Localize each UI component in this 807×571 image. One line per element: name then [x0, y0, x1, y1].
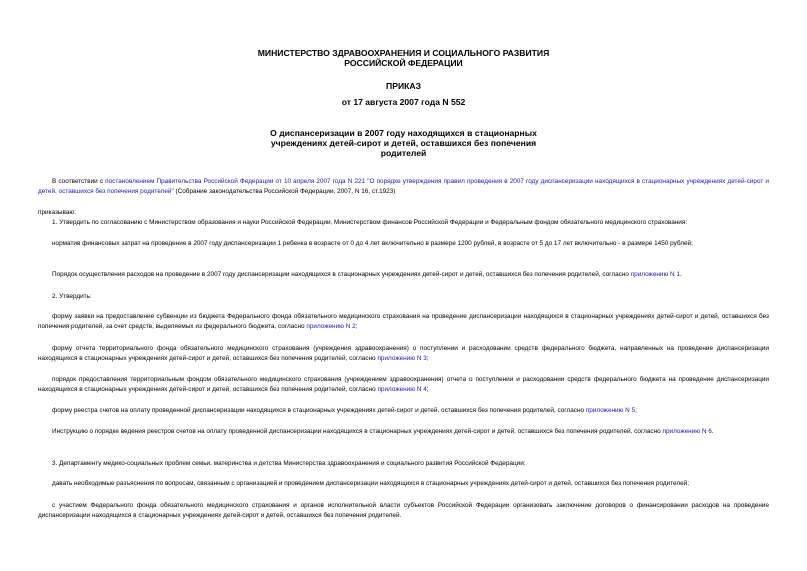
- item-1-norm: норматив финансовых затрат на проведение в 2007 году диспансеризации 1 ребенка в возрасте от 0 до 4 лет включительно в размере 1200 рублей, в возрасте от 5 до 17 лет включительно - в размере 1450 рублей;: [52, 240, 693, 247]
- item-2: 2. Утвердить:: [52, 293, 92, 300]
- appendix-4-link[interactable]: приложению N 4: [377, 385, 427, 393]
- ministry-line-1: МИНИСТЕРСТВО ЗДРАВООХРАНЕНИЯ И СОЦИАЛЬНОГО РАЗВИТИЯ: [257, 48, 550, 58]
- item-2b: форму отчета территориального фонда обязательного медицинского страхования (учреждения здравоохранения) о поступлении и расходовании средств федерального бюджета, направленных на проведение диспансеризации находящихся в стационарных учреждениях детей-сирот и детей, оставшихся без попечения родителей, согласно приложению N 3;: [38, 345, 769, 362]
- appendix-2-link[interactable]: приложению N 2: [306, 322, 356, 330]
- item-2e: Инструкцию о порядке ведения реестров счетов на оплату проведенной диспансеризации находящихся в стационарных учреждениях детей-сирот и детей, оставшихся без попечения родителей, согласно приложению N 6.: [52, 428, 714, 435]
- appendix-1-link[interactable]: приложению N 1: [630, 271, 680, 278]
- order-word: приказываю:: [38, 209, 76, 216]
- item-2e-text: Инструкцию о порядке ведения реестров счетов на оплату проведенной диспансеризации находящихся в стационарных учреждениях детей-сирот и детей, оставшихся без попечения родителей, согласно: [52, 428, 663, 435]
- item-2c: порядок предоставления территориальным фондом обязательного медицинского страхования (учреждением здравоохранения) отчета о поступлении и расходовании средств федерального бюджета на проведение диспансеризации находящихся в стационарных учреждениях детей-сирот и детей, оставшихся без попечения родителей, согласно приложению N 4;: [38, 376, 769, 393]
- doc-subject: [150, 128, 657, 158]
- ministry-line-2: РОССИЙСКОЙ ФЕДЕРАЦИИ: [344, 58, 463, 68]
- item-2c-text: порядок предоставления территориальным фондом обязательного медицинского страхования (учреждением здравоохранения) отчета о поступлении и расходовании средств федерального бюджета на проведение диспансеризации находящихся в стационарных учреждениях детей-сирот и детей, оставшихся без попечения родителей, согласно: [38, 376, 769, 393]
- item-1-procedure: Порядок осуществления расходов на проведение в 2007 году диспансеризации находящихся в стационарных учреждениях детей-сирот и детей, оставшихся без попечения родителей, согласно приложению N 1.: [52, 271, 682, 278]
- government-decree-link[interactable]: постановлением Правительства Российской Федерации от 10 апреля 2007 года N 221 "О порядке утверждения правил проведения в 2007 году диспансеризации находящихся в стационарных учреждениях детей-сирот и детей, оставшихся без попечения родителей": [38, 178, 769, 195]
- item-2b-text: форму отчета территориального фонда обязательного медицинского страхования (учреждения здравоохранения) о поступлении и расходовании средств федерального бюджета, направленных на проведение диспансеризации находящихся в стационарных учреждениях детей-сирот и детей, оставшихся без попечения родителей, согласно: [38, 345, 769, 362]
- appendix-5-link[interactable]: приложению N 5: [585, 407, 636, 414]
- preamble-text-start: В соответствии с: [52, 178, 106, 185]
- item-3: 3. Департаменту медико-социальных проблем семьи, материнства и детства Министерства здравоохранения и социального развития Российской Федерации:: [52, 460, 526, 467]
- subject-line-1: О диспансеризации в 2007 году находящихся в стационарных: [270, 128, 537, 138]
- item-3b: с участием Федерального фонда обязательного медицинского страхования и органов исполнительной власти субъектов Российской Федерации организовать заключение договоров о финансировании расходов на проведение диспансеризации находящихся в стационарных учреждениях детей-сирот и детей, оставшихся без попечения родителей.: [38, 502, 769, 519]
- doc-type: ПРИКАЗ: [386, 81, 421, 91]
- appendix-6-link[interactable]: приложению N 6: [662, 428, 712, 435]
- ministry-title: [150, 48, 657, 68]
- subject-line-2: учреждениях детей-сирот и детей, оставшихся без попечения: [270, 138, 537, 148]
- item-2a: форму заявки на предоставление субвенции из бюджета Федерального фонда обязательного медицинского страхования на проведение диспансеризации находящихся в стационарных учреждениях детей-сирот и детей, оставшихся без попечения родителей, за счет средств, выделяемых из федерального бюджета, согласно приложению N 2;: [38, 313, 769, 330]
- item-1: 1. Утвердить по согласованию с Министерством образования и науки Российской Федерации, Министерством финансов Российской Федерации и Федеральным фондом обязательного медицинского страхования:: [52, 219, 688, 226]
- doc-date-number: от 17 августа 2007 года N 552: [341, 97, 466, 107]
- item-3a: давать необходимые разъяснения по вопросам, связанным с организацией и проведением диспансеризации находящихся в стационарных учреждениях детей-сирот и детей, оставшихся без попечения родителей;: [52, 480, 689, 487]
- item-2a-text: форму заявки на предоставление субвенции из бюджета Федерального фонда обязательного медицинского страхования на проведение диспансеризации находящихся в стационарных учреждениях детей-сирот и детей, оставшихся без попечения родителей, за счет средств, выделяемых из федерального бюджета, согласно: [38, 313, 769, 330]
- subject-line-3: родителей: [380, 148, 427, 158]
- appendix-3-link[interactable]: приложению N 3: [377, 354, 427, 362]
- item-1-procedure-text: Порядок осуществления расходов на проведение в 2007 году диспансеризации находящихся в стационарных учреждениях детей-сирот и детей, оставшихся без попечения родителей, согласно: [52, 271, 631, 278]
- preamble-paragraph: [38, 177, 769, 196]
- preamble-text-end: (Собрание законодательства Российской Федерации, 2007, N 16, ст.1923): [173, 187, 396, 195]
- item-2d: форму реестра счетов на оплату проведенной диспансеризации находящихся в стационарных учреждениях детей-сирот и детей, оставшихся без попечения родителей, согласно приложению N 5;: [52, 407, 637, 414]
- item-2d-text: форму реестра счетов на оплату проведенной диспансеризации находящихся в стационарных учреждениях детей-сирот и детей, оставшихся без попечения родителей, согласно: [52, 407, 586, 414]
